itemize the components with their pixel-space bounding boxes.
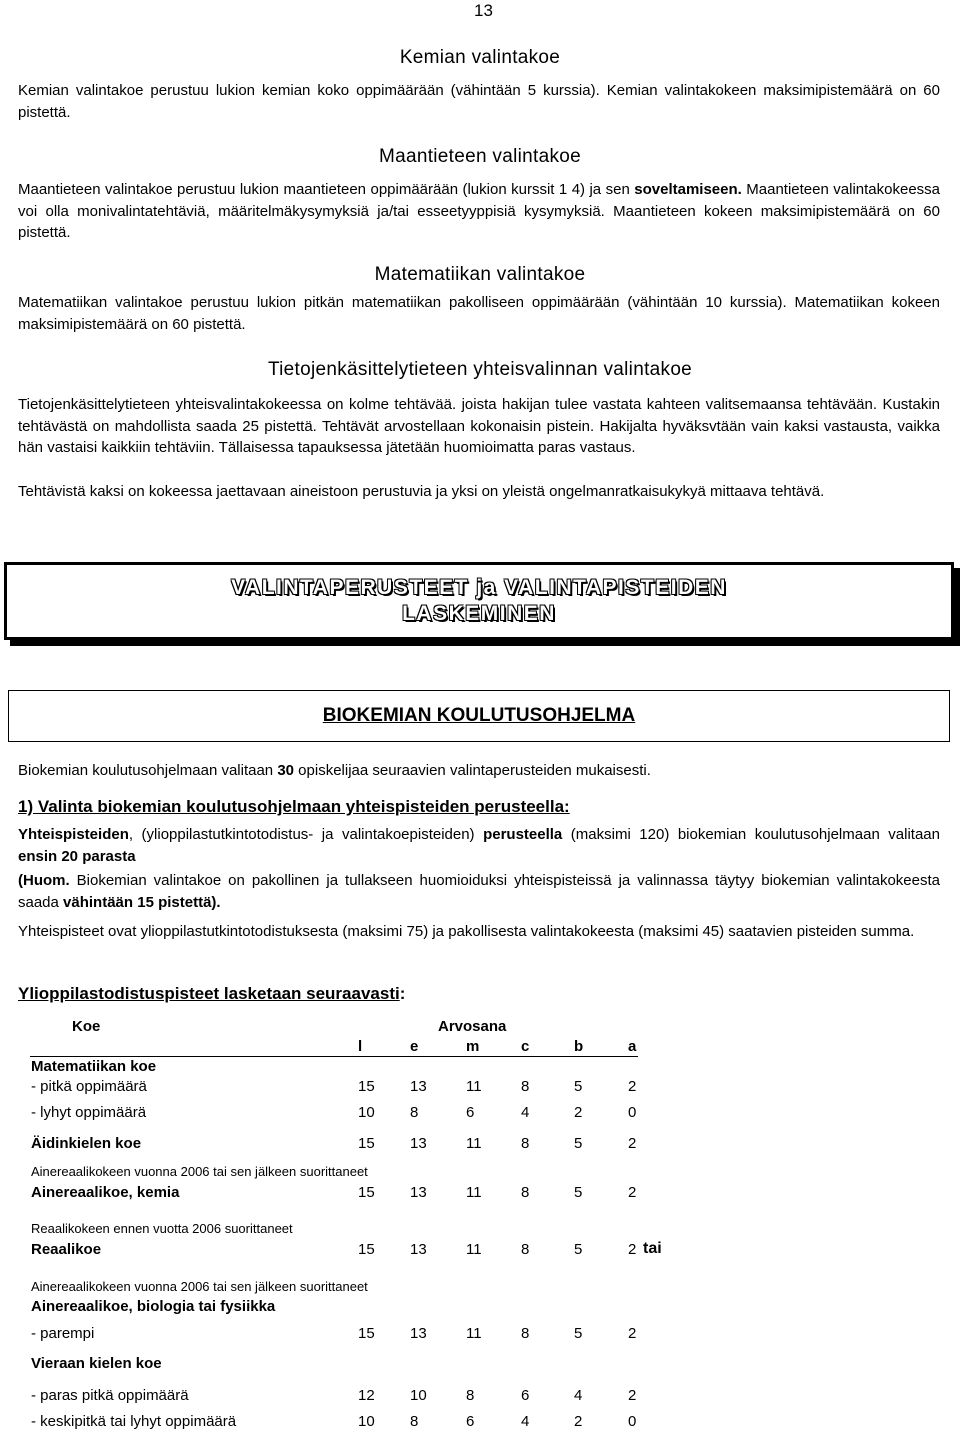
row-label: Ainereaalikoe, biologia tai fysiikka bbox=[31, 1298, 276, 1315]
row-value: 6 bbox=[521, 1387, 530, 1404]
row-value: 2 bbox=[628, 1387, 637, 1404]
row-value: 5 bbox=[574, 1078, 583, 1095]
p1-a: Yhteispisteiden bbox=[18, 826, 129, 843]
tietojenkasittely-text1: Tietojenkäsittelytieteen yhteisvalintakokeessa on kolme tehtävää. joista hakijan tulee vastata kahteen valitsemaansa tehtävään. Kustakin tehtävästä on mahdollista saada 25 pistettä. Tehtävät arvostellaan kokonaisin pistein. Hakijalta hyväksvtään vain kaksi vastausta, vaikka hän vastaisi kaikkiin tehtäviin. Tällaisessa tapauksessa jätetään huomioimatta paras vastaus. bbox=[18, 396, 940, 456]
row-value: 11 bbox=[466, 1184, 482, 1201]
row-value: 11 bbox=[466, 1135, 482, 1152]
row-value: 13 bbox=[410, 1325, 427, 1342]
row-value: 15 bbox=[358, 1241, 375, 1258]
matematiikka-koe-title: Matematiikan koe bbox=[31, 1058, 157, 1075]
p1-d: (maksimi 120) biokemian koulutusohjelmaan valitaan bbox=[562, 826, 940, 843]
maantiede-text-c: Maantieteen valintakokeessa voi olla monivalintatehtäviä, määritelmäkysymyksiä ja/tai esseetyyppisiä kysymyksiä. Maantieteen kokeen maksimipistemäärä on 60 pistettä. bbox=[18, 181, 940, 241]
col-koe-header: Koe bbox=[72, 1018, 101, 1035]
row-value: 15 bbox=[358, 1325, 375, 1342]
row-label: - parempi bbox=[31, 1325, 95, 1342]
row-label: - pitkä oppimäärä bbox=[31, 1078, 147, 1095]
row-value: 2 bbox=[628, 1078, 637, 1095]
row-value: 11 bbox=[466, 1241, 482, 1258]
row-value: 4 bbox=[521, 1104, 530, 1121]
section-1-heading: 1) Valinta biokemian koulutusohjelmaan yhteispisteiden perusteella: bbox=[18, 797, 570, 816]
row-label: - lyhyt oppimäärä bbox=[31, 1104, 147, 1121]
header-underline bbox=[30, 1056, 638, 1057]
row-value: 0 bbox=[628, 1413, 637, 1430]
p1-e: ensin 20 parasta bbox=[18, 847, 136, 865]
row-value: 4 bbox=[521, 1413, 530, 1430]
row-value: 8 bbox=[410, 1104, 419, 1121]
row-value: 4 bbox=[574, 1387, 583, 1404]
row-note: Reaalikokeen ennen vuotta 2006 suorittaneet bbox=[31, 1221, 293, 1236]
grade-header-a: a bbox=[628, 1038, 637, 1055]
row-label: Reaalikoe bbox=[31, 1241, 102, 1258]
grade-header-m: m bbox=[466, 1038, 480, 1055]
row-value: 13 bbox=[410, 1184, 427, 1201]
grade-header-b: b bbox=[574, 1038, 584, 1055]
row-value: 8 bbox=[521, 1184, 530, 1201]
row-value: 2 bbox=[574, 1413, 583, 1430]
p2-b: Biokemian valintakoe on pakollinen ja tullakseen huomioiduksi yhteispisteissä ja valinnassa täytyy biokemian valintakokeesta saada bbox=[18, 872, 940, 911]
banner-line2: LASKEMINEN bbox=[402, 602, 556, 625]
grade-header-c: c bbox=[521, 1038, 530, 1055]
row-value: 6 bbox=[466, 1104, 475, 1121]
page-number: 13 bbox=[474, 1, 493, 20]
row-value: 2 bbox=[628, 1184, 637, 1201]
maantiede-text-b: soveltamiseen. bbox=[634, 181, 742, 198]
row-value: 2 bbox=[628, 1135, 637, 1152]
matematiikka-heading: Matematiikan valintakoe bbox=[374, 264, 586, 285]
row-value: 8 bbox=[466, 1387, 475, 1404]
row-value: 15 bbox=[358, 1078, 375, 1095]
biokemia-intro-b: 30 bbox=[277, 762, 295, 779]
col-arvosana-header: Arvosana bbox=[438, 1018, 507, 1035]
row-value: 2 bbox=[628, 1241, 637, 1258]
section-2-colon: : bbox=[399, 984, 406, 1003]
p1-b: , (ylioppilastutkintotodistus- ja valintakoepisteiden) bbox=[128, 826, 484, 843]
row-value: 15 bbox=[358, 1135, 375, 1152]
row-value: 8 bbox=[410, 1413, 419, 1430]
row-value: 15 bbox=[358, 1184, 375, 1201]
row-label: Ainereaalikoe, kemia bbox=[31, 1184, 180, 1201]
biokemia-intro-c: opiskelijaa seuraavien valintaperusteiden mukaisesti. bbox=[294, 762, 651, 779]
p1-c: perusteella bbox=[483, 826, 563, 843]
row-value: 2 bbox=[628, 1325, 637, 1342]
row-label: Vieraan kielen koe bbox=[31, 1355, 162, 1372]
row-value: 8 bbox=[521, 1241, 530, 1258]
p2-c: vähintään 15 pistettä). bbox=[63, 893, 221, 911]
tietojenkasittely-text2: Tehtävistä kaksi on kokeessa jaettavaan aineistoon perustuvia ja yksi on yleistä ongelmanratkaisukykyä mittaava tehtävä. bbox=[18, 483, 825, 500]
row-value: 5 bbox=[574, 1184, 583, 1201]
tietojenkasittely-heading: Tietojenkäsittelytieteen yhteisvalinnan valintakoe bbox=[267, 359, 693, 380]
row-value: 10 bbox=[410, 1387, 427, 1404]
grade-header-e: e bbox=[410, 1038, 419, 1055]
row-note: Ainereaalikokeen vuonna 2006 tai sen jälkeen suorittaneet bbox=[31, 1164, 368, 1179]
grade-header-l: l bbox=[358, 1038, 363, 1055]
maantiede-text-a: Maantieteen valintakoe perustuu lukion maantieteen oppimäärään (lukion kurssit 1 4) ja sen bbox=[18, 181, 635, 198]
row-value: 5 bbox=[574, 1135, 583, 1152]
row-value: 5 bbox=[574, 1241, 583, 1258]
kemia-text: Kemian valintakoe perustuu lukion kemian koko oppimäärään (vähintään 5 kurssia). Kemian valintakokeen maksimipistemäärä on 60 pistettä. bbox=[18, 82, 940, 121]
banner-line1: VALINTAPERUSTEET ja VALINTAPISTEIDEN bbox=[231, 576, 727, 599]
row-value: 11 bbox=[466, 1325, 482, 1342]
biokemia-intro-a: Biokemian koulutusohjelmaan valitaan bbox=[18, 762, 278, 779]
matematiikka-text: Matematiikan valintakoe perustuu lukion pitkän matematiikan pakolliseen oppimäärään (vähintään 10 kurssia). Matematiikan kokeen maksimipistemäärä on 60 pistettä. bbox=[18, 294, 940, 333]
row-value: 13 bbox=[410, 1241, 427, 1258]
row-value: 0 bbox=[628, 1104, 637, 1121]
row-value: 8 bbox=[521, 1135, 530, 1152]
row-value: 10 bbox=[358, 1104, 375, 1121]
biokemia-p3: Yhteispisteet ovat ylioppilastutkintotodistuksesta (maksimi 75) ja pakollisesta valintakokeesta (maksimi 45) saatavien pisteiden summa. bbox=[18, 923, 915, 940]
row-value: 13 bbox=[410, 1135, 427, 1152]
row-value: 8 bbox=[521, 1325, 530, 1342]
row-label: - keskipitkä tai lyhyt oppimäärä bbox=[31, 1413, 237, 1430]
row-value: 2 bbox=[574, 1104, 583, 1121]
row-value: 8 bbox=[521, 1078, 530, 1095]
row-label: Äidinkielen koe bbox=[31, 1135, 142, 1152]
row-value: 13 bbox=[410, 1078, 427, 1095]
row-value: 11 bbox=[466, 1078, 482, 1095]
section-2-text: Ylioppilastodistuspisteet lasketaan seuraavasti bbox=[18, 984, 400, 1003]
row-value: 6 bbox=[466, 1413, 475, 1430]
kemia-heading: Kemian valintakoe bbox=[399, 47, 561, 68]
row-value: 5 bbox=[574, 1325, 583, 1342]
row-note: Ainereaalikokeen vuonna 2006 tai sen jälkeen suorittaneet bbox=[31, 1279, 368, 1294]
row-value: 10 bbox=[358, 1413, 375, 1430]
p2-a: (Huom. bbox=[18, 872, 70, 889]
row-label: - paras pitkä oppimäärä bbox=[31, 1387, 189, 1404]
row-value: 12 bbox=[358, 1387, 375, 1404]
maantiede-heading: Maantieteen valintakoe bbox=[378, 146, 581, 167]
biokemia-title: BIOKEMIAN KOULUTUSOHJELMA bbox=[322, 705, 636, 726]
row-suffix: tai bbox=[643, 1240, 662, 1257]
